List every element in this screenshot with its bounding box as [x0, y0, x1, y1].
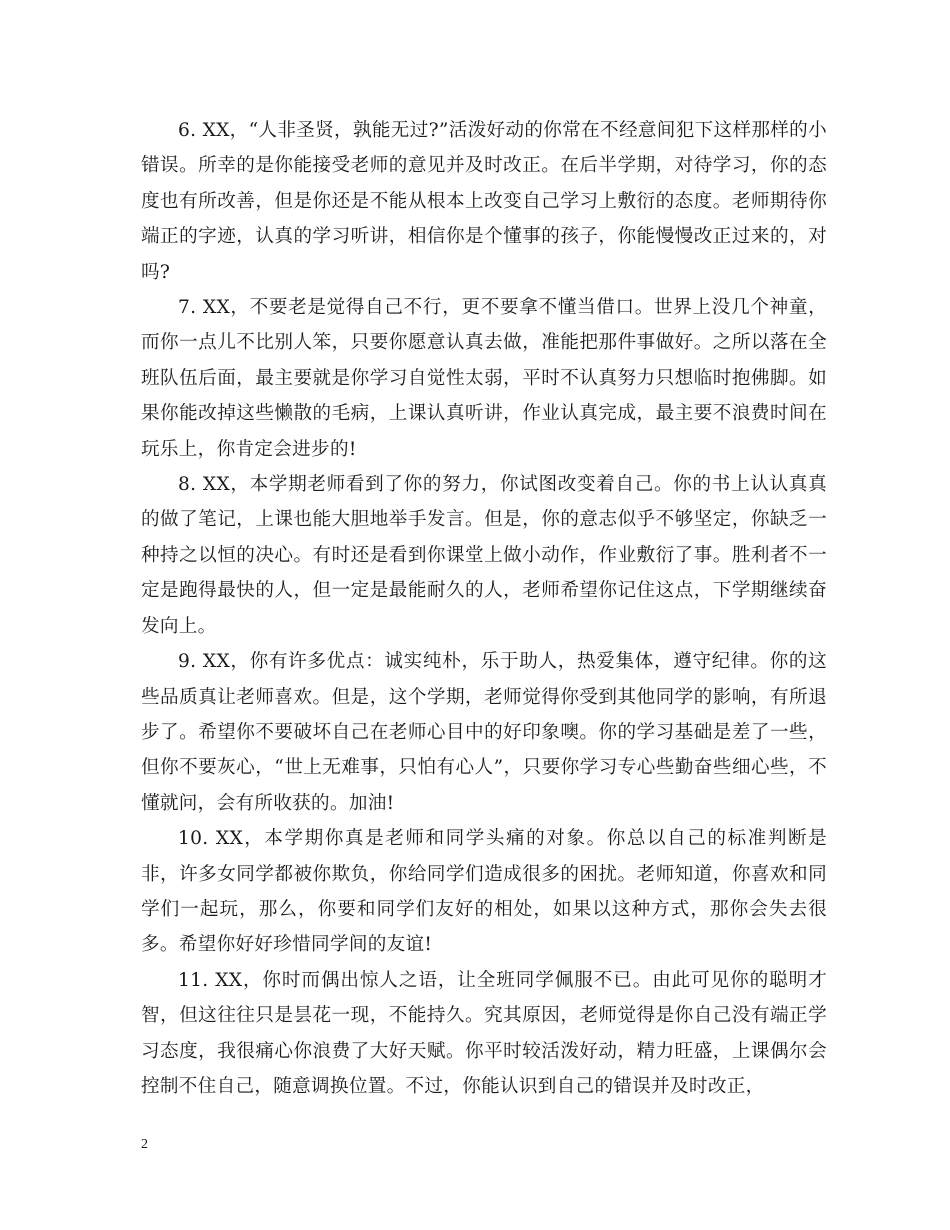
page-number: 2: [141, 1137, 148, 1152]
comment-paragraph-8: 8. XX，本学期老师看到了你的努力，你试图改变着自己。你的书上认认真真的做了笔记，上课也能大胆地举手发言。但是，你的意志似乎不够坚定，你缺乏一种持之以恒的决心。有时还是看到你课堂上做小动作，作业敷衍了事。胜利者不一定是跑得最快的人，但一定是最能耐久的人，老师希望你记住这点，下学期继续奋发向上。: [141, 474, 827, 637]
comment-paragraph-7: 7. XX，不要老是觉得自己不行，更不要拿不懂当借口。世界上没几个神童，而你一点儿不比别人笨，只要你愿意认真去做，准能把那件事做好。之所以落在全班队伍后面，最主要就是你学习自觉性太弱，平时不认真努力只想临时抱佛脚。如果你能改掉这些懒散的毛病，上课认真听讲，作业认真完成，最主要不浪费时间在玩乐上，你肯定会进步的!: [141, 297, 827, 460]
comment-paragraph-11: 11. XX，你时而偶出惊人之语，让全班同学佩服不已。由此可见你的聪明才智，但这往往只是昙花一现，不能持久。究其原因，老师觉得是你自己没有端正学习态度，我很痛心你浪费了大好天赋。你平时较活泼好动，精力旺盛，上课偶尔会控制不住自己，随意调换位置。不过，你能认识到自己的错误并及时改正，: [141, 969, 827, 1097]
document-body: [141, 113, 827, 1104]
comment-paragraph-10: 10. XX，本学期你真是老师和同学头痛的对象。你总以自己的标准判断是非，许多女同学都被你欺负，你给同学们造成很多的困扰。老师知道，你喜欢和同学们一起玩，那么，你要和同学们友好的相处，如果以这种方式，那你会失去很多。希望你好好珍惜同学间的友谊!: [141, 828, 827, 956]
comment-paragraph-9: 9. XX，你有许多优点：诚实纯朴，乐于助人，热爱集体，遵守纪律。你的这些品质真让老师喜欢。但是，这个学期，老师觉得你受到其他同学的影响，有所退步了。希望你不要破坏自己在老师心目中的好印象噢。你的学习基础是差了一些，但你不要灰心，“世上无难事，只怕有心人”，只要你学习专心些勤奋些细心些，不懂就问，会有所收获的。加油!: [141, 651, 827, 814]
comment-paragraph-6: 6. XX，“人非圣贤，孰能无过?”活泼好动的你常在不经意间犯下这样那样的小错误。所幸的是你能接受老师的意见并及时改正。在后半学期，对待学习，你的态度也有所改善，但是你还是不能从根本上改变自己学习上敷衍的态度。老师期待你端正的字迹，认真的学习听讲，相信你是个懂事的孩子，你能慢慢改正过来的，对吗?: [141, 120, 827, 283]
